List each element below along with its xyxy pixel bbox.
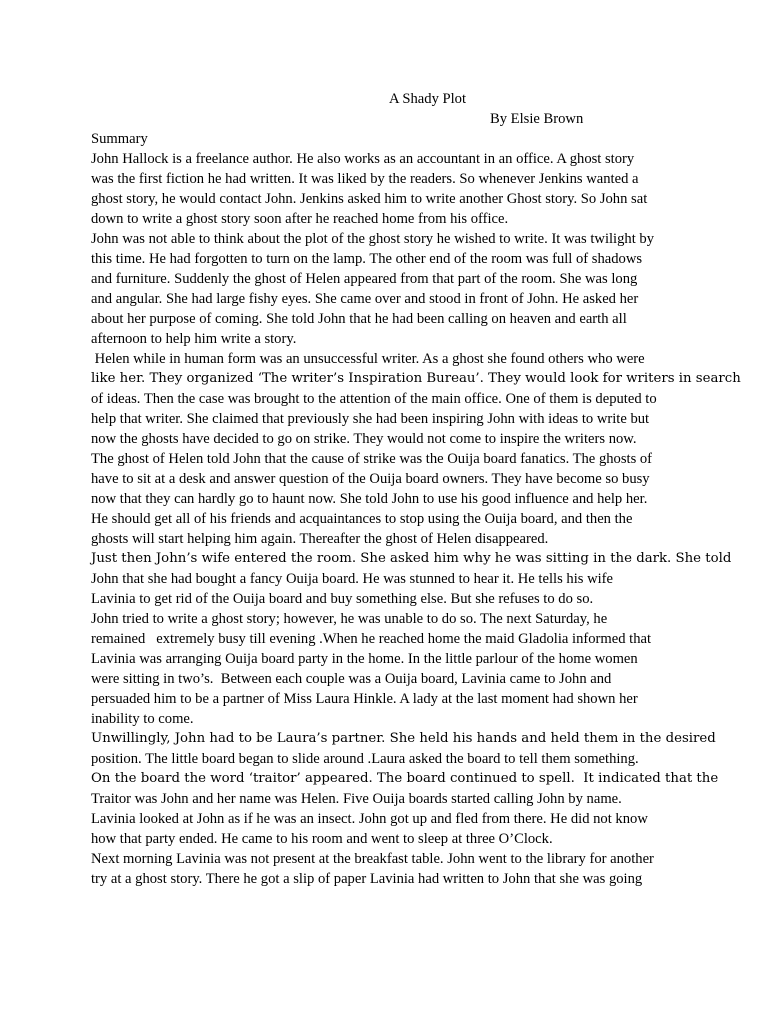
document-title: A Shady Plot xyxy=(389,91,467,107)
body-line: Lavinia looked at John as if he was an insect. John got up and fled from there. He did not know xyxy=(91,811,648,827)
section-heading: Summary xyxy=(91,131,148,147)
body-line: Next morning Lavinia was not present at the breakfast table. John went to the library for another xyxy=(91,851,654,867)
body-line: of ideas. Then the case was brought to the attention of the main office. One of them is deputed to xyxy=(91,391,657,407)
body-line: like her. They organized ‘The writer’s Inspiration Bureau’. They would look for writers in search xyxy=(91,371,741,386)
body-line: have to sit at a desk and answer question of the Ouija board owners. They have become so busy xyxy=(91,471,650,487)
body-line: down to write a ghost story soon after he reached home from his office. xyxy=(91,211,509,227)
body-line: Lavinia to get rid of the Ouija board and buy something else. But she refuses to do so. xyxy=(91,591,594,607)
body-line: ghost story, he would contact John. Jenkins asked him to write another Ghost story. So John sat xyxy=(91,191,648,207)
body-line: On the board the word ‘traitor’ appeared. The board continued to spell. It indicated that the xyxy=(91,771,719,786)
body-line: John that she had bought a fancy Ouija board. He was stunned to hear it. He tells his wife xyxy=(91,571,614,587)
body-line: try at a ghost story. There he got a slip of paper Lavinia had written to John that she was going xyxy=(91,871,643,887)
body-line: and furniture. Suddenly the ghost of Helen appeared from that part of the room. She was long xyxy=(91,271,638,287)
body-line: now the ghosts have decided to go on strike. They would not come to inspire the writers now. xyxy=(91,431,637,447)
body-line: Helen while in human form was an unsuccessful writer. As a ghost she found others who were xyxy=(91,351,645,367)
body-line: Just then John’s wife entered the room. She asked him why he was sitting in the dark. She told xyxy=(91,551,732,566)
body-line: Unwillingly, John had to be Laura’s partner. She held his hands and held them in the desired xyxy=(91,731,716,746)
body-line: The ghost of Helen told John that the cause of strike was the Ouija board fanatics. The ghosts of xyxy=(91,451,653,467)
body-line: Traitor was John and her name was Helen. Five Ouija boards started calling John by name. xyxy=(91,791,622,807)
body-line: and angular. She had large fishy eyes. She came over and stood in front of John. He asked her xyxy=(91,291,639,307)
body-line: afternoon to help him write a story. xyxy=(91,331,297,347)
body-line: this time. He had forgotten to turn on the lamp. The other end of the room was full of shadows xyxy=(91,251,643,267)
body-line: John was not able to think about the plot of the ghost story he wished to write. It was twilight by xyxy=(91,231,655,247)
body-line: Lavinia was arranging Ouija board party in the home. In the little parlour of the home women xyxy=(91,651,638,667)
body-line: was the first fiction he had written. It was liked by the readers. So whenever Jenkins wanted a xyxy=(91,171,639,187)
body-line: John Hallock is a freelance author. He also works as an accountant in an office. A ghost story xyxy=(91,151,635,167)
body-line: help that writer. She claimed that previously she had been inspiring John with ideas to write but xyxy=(91,411,650,427)
body-line: ghosts will start helping him again. Thereafter the ghost of Helen disappeared. xyxy=(91,531,549,547)
author-byline: By Elsie Brown xyxy=(490,111,584,127)
body-line: now that they can hardly go to haunt now. She told John to use his good influence and help her. xyxy=(91,491,648,507)
body-line: about her purpose of coming. She told John that he had been calling on heaven and earth all xyxy=(91,311,627,327)
body-line: were sitting in two’s. Between each couple was a Ouija board, Lavinia came to John and xyxy=(91,671,612,687)
body-line: inability to come. xyxy=(91,711,194,727)
body-line: persuaded him to be a partner of Miss Laura Hinkle. A lady at the last moment had shown her xyxy=(91,691,638,707)
body-line: position. The little board began to slide around .Laura asked the board to tell them something. xyxy=(91,751,639,767)
body-line: remained extremely busy till evening .When he reached home the maid Gladolia informed that xyxy=(91,631,652,647)
body-line: John tried to write a ghost story; however, he was unable to do so. The next Saturday, he xyxy=(91,611,608,627)
summary-body xyxy=(91,149,741,889)
body-line: how that party ended. He came to his room and went to sleep at three O’Clock. xyxy=(91,831,553,847)
body-line: He should get all of his friends and acquaintances to stop using the Ouija board, and then the xyxy=(91,511,633,527)
